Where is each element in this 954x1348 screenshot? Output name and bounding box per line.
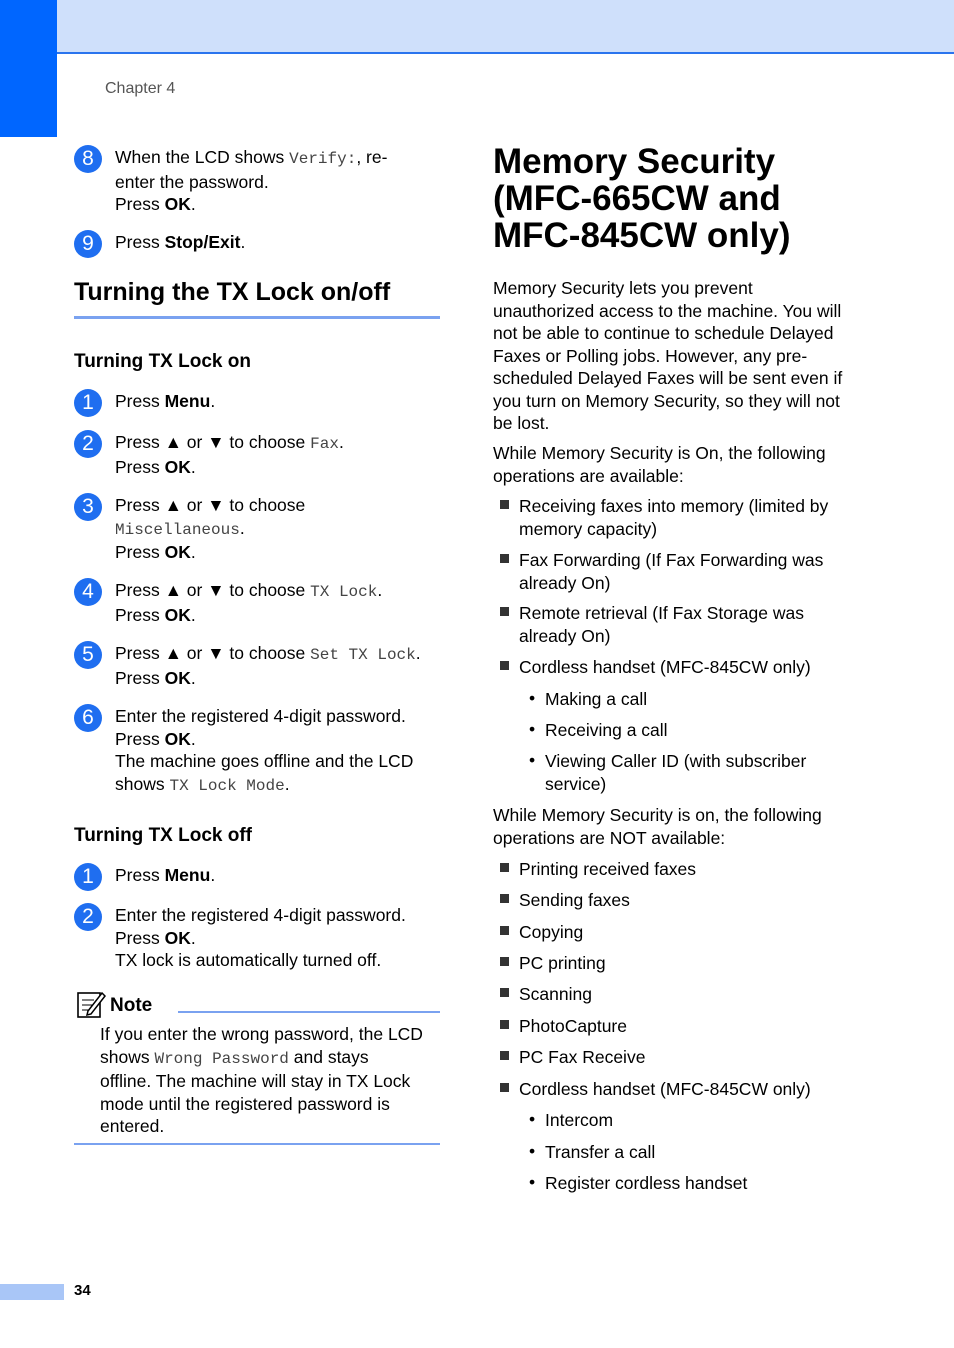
bullet-square	[500, 500, 509, 509]
available-intro: While Memory Security is On, the following operations are available:	[493, 443, 826, 486]
step-text: Press ▲ or ▼ to choose Miscellaneous. Press OK.	[115, 495, 306, 562]
section-rule	[74, 316, 440, 319]
bullet-dot: •	[529, 750, 536, 770]
available-item: Fax Forwarding (If Fax Forwarding was already On)	[519, 550, 824, 593]
not-available-item: PC printing	[519, 953, 606, 973]
step-number-badge: 1	[74, 863, 102, 891]
step-number-badge: 1	[74, 389, 102, 417]
note-icon	[76, 989, 106, 1024]
step-text: Enter the registered 4-digit password. Press OK. The machine goes offline and the LCD shows TX Lock Mode.	[115, 706, 414, 795]
not-available-subitem: Intercom	[545, 1110, 614, 1130]
memory-security-title: Memory Security (MFC-665CW and MFC-845CW only)	[493, 142, 791, 255]
lock-off-heading: Turning TX Lock off	[74, 825, 253, 846]
available-item: Receiving faxes into memory (limited by memory capacity)	[519, 496, 829, 539]
page-number-band	[0, 1284, 64, 1300]
note-label: Note	[110, 995, 153, 1016]
header-band	[57, 0, 954, 54]
step-number-badge: 6	[74, 704, 102, 732]
available-subitem: Viewing Caller ID (with subscriber service)	[545, 751, 807, 794]
lock-on-heading: Turning TX Lock on	[74, 351, 251, 372]
step-text: Press ▲ or ▼ to choose Set TX Lock. Press OK.	[115, 643, 421, 688]
not-available-subitem: Register cordless handset	[545, 1173, 748, 1193]
not-available-item: Sending faxes	[519, 890, 630, 910]
section-title: Turning the TX Lock on/off	[74, 278, 391, 306]
bullet-square	[500, 1083, 509, 1092]
step-number-badge: 4	[74, 578, 102, 606]
bullet-dot: •	[529, 1109, 536, 1129]
available-subitem: Receiving a call	[545, 720, 668, 740]
step-number-badge: 2	[74, 903, 102, 931]
not-available-intro: While Memory Security is on, the following operations are NOT available:	[493, 805, 822, 848]
available-item: Remote retrieval (If Fax Storage was already On)	[519, 603, 804, 646]
bullet-dot: •	[529, 688, 536, 708]
bullet-square	[500, 863, 509, 872]
step-text: Press Menu.	[115, 391, 216, 411]
not-available-item: PhotoCapture	[519, 1016, 627, 1036]
step-number-badge: 2	[74, 430, 102, 458]
bullet-square	[500, 554, 509, 563]
bullet-square	[500, 607, 509, 616]
not-available-item: Printing received faxes	[519, 859, 697, 879]
intro-paragraph: Memory Security lets you prevent unauthorized access to the machine. You will not be able to continue to schedule Delayed Faxes or Polling jobs. However, any pre- scheduled Delayed Faxes will be sent even if you turn on Memory Security, so they will not be lost.	[493, 278, 843, 433]
step-text: Press Stop/Exit.	[115, 232, 246, 252]
not-available-item: PC Fax Receive	[519, 1047, 646, 1067]
not-available-item: Copying	[519, 922, 584, 942]
bullet-dot: •	[529, 719, 536, 739]
bullet-square	[500, 661, 509, 670]
note-text: If you enter the wrong password, the LCD shows Wrong Password and stays offline. The machine will stay in TX Lock mode until the registered password is entered.	[100, 1024, 423, 1136]
chapter-label: Chapter 4	[105, 80, 176, 97]
available-subitem: Making a call	[545, 689, 648, 709]
bullet-square	[500, 926, 509, 935]
step-number-badge: 9	[74, 230, 102, 258]
not-available-item: Cordless handset (MFC-845CW only)	[519, 1079, 811, 1099]
step-number-badge: 3	[74, 493, 102, 521]
bullet-square	[500, 1020, 509, 1029]
bullet-square	[500, 1051, 509, 1060]
bullet-square	[500, 957, 509, 966]
step-number-badge: 8	[74, 145, 102, 173]
chapter-tab	[0, 0, 57, 137]
step-number-badge: 5	[74, 641, 102, 669]
page-number: 34	[74, 1282, 91, 1299]
step-text: Enter the registered 4-digit password. Press OK. TX lock is automatically turned off.	[115, 905, 406, 970]
not-available-subitem: Transfer a call	[545, 1142, 656, 1162]
step-text: Press ▲ or ▼ to choose Fax. Press OK.	[115, 432, 344, 477]
bullet-square	[500, 894, 509, 903]
step-text: Press Menu.	[115, 865, 216, 885]
note-top-rule	[178, 1011, 440, 1013]
not-available-item: Scanning	[519, 984, 592, 1004]
step-text: Press ▲ or ▼ to choose TX Lock. Press OK.	[115, 580, 383, 625]
bullet-square	[500, 988, 509, 997]
note-bottom-rule	[74, 1143, 440, 1145]
available-item: Cordless handset (MFC-845CW only)	[519, 657, 811, 677]
bullet-dot: •	[529, 1172, 536, 1192]
bullet-dot: •	[529, 1141, 536, 1161]
step-text: When the LCD shows Verify:, re- enter the password. Press OK.	[115, 147, 388, 214]
